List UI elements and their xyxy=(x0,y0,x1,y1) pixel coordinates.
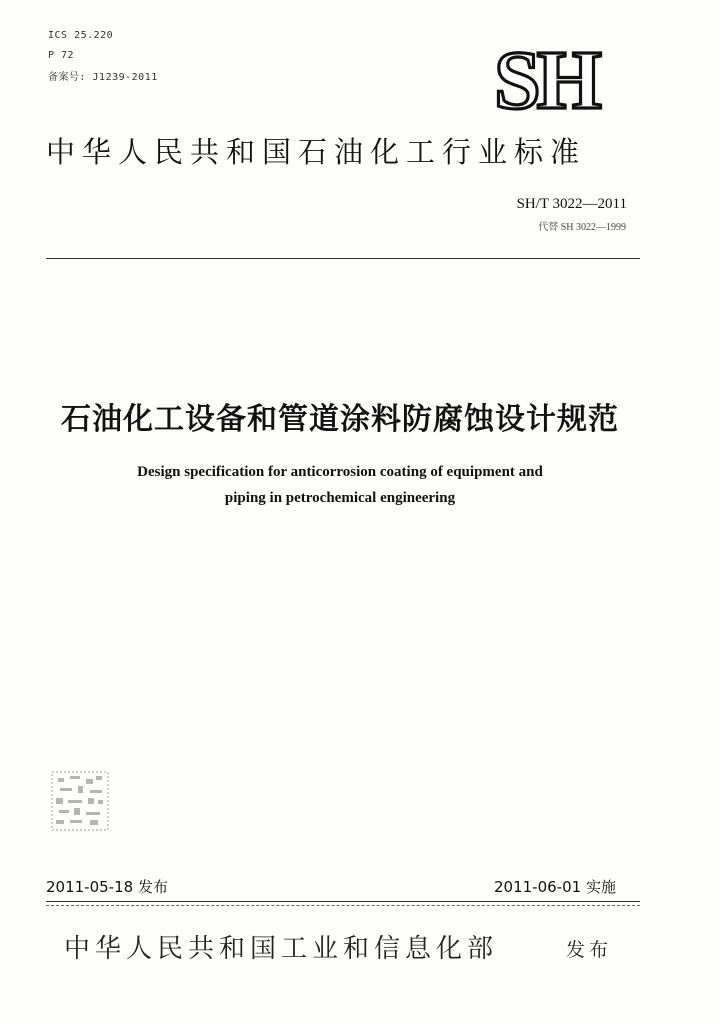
footer-divider xyxy=(46,901,640,902)
sh-logo xyxy=(466,42,626,118)
document-title-english-line2: piping in petrochemical engineering xyxy=(224,490,456,506)
document-title-chinese: 石油化工设备和管道涂料防腐蚀设计规范 xyxy=(61,402,619,437)
publisher-header: 中华人民共和国石油化工行业标准 xyxy=(46,135,587,169)
sh-logo-text: SH xyxy=(493,42,599,118)
classification-code: P 72 xyxy=(48,50,75,61)
footer-divider-secondary xyxy=(46,905,640,906)
standard-number: SH/T 3022—2011 xyxy=(516,196,627,212)
record-number: 备案号: J1239-2011 xyxy=(48,72,158,83)
header-divider xyxy=(46,258,640,259)
ics-code: ICS 25.220 xyxy=(48,30,114,41)
stamp-mark xyxy=(50,770,110,832)
issuing-authority-suffix: 发布 xyxy=(566,939,613,961)
replaces-standard: 代替 SH 3022—1999 xyxy=(538,222,626,233)
implementation-date: 2011-06-01 实施 xyxy=(494,878,616,896)
issue-date: 2011-05-18 发布 xyxy=(46,878,168,896)
document-title-english-line1: Design specification for anticorrosion coating of equipment and xyxy=(137,464,543,480)
issuing-authority: 中华人民共和国工业和信息化部 xyxy=(64,934,499,964)
